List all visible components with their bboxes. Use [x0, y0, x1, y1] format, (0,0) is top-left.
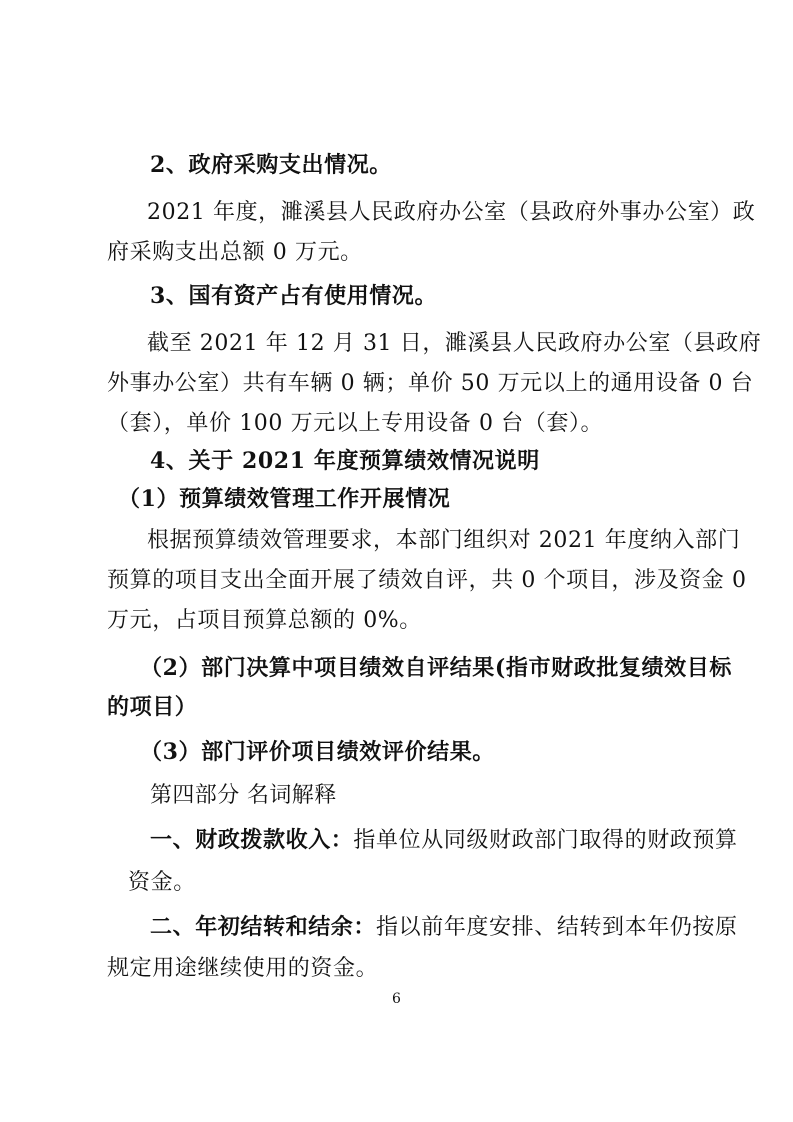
page-number: 6 [392, 991, 401, 1007]
section-3-heading: 3、国有资产占有使用情况。 [150, 283, 438, 309]
section-3-line-2: 外事办公室）共有车辆 0 辆；单价 50 万元以上的通用设备 0 台 [107, 371, 754, 396]
section-4-1-heading: （1）预算绩效管理工作开展情况 [118, 486, 451, 512]
term-1-label: 一、财政拨款收入： [150, 827, 354, 853]
section-4-2-line-1: （2）部门决算中项目绩效自评结果(指市财政批复绩效目标 [140, 655, 732, 681]
term-2-text: 指以前年度安排、结转到本年仍按原 [376, 915, 738, 940]
term-2-continuation: 规定用途继续使用的资金。 [107, 956, 379, 981]
section-2-heading: 2、政府采购支出情况。 [150, 152, 392, 178]
term-1-continuation: 资金。 [128, 870, 196, 895]
section-4-heading: 4、关于 2021 年度预算绩效情况说明 [150, 448, 540, 474]
term-2 [150, 912, 738, 943]
part-4-heading: 第四部分 名词解释 [150, 783, 337, 808]
term-1-text: 指单位从同级财政部门取得的财政预算 [353, 828, 738, 853]
section-2-line-2: 府采购支出总额 0 万元。 [107, 240, 363, 265]
section-4-1-line-1: 根据预算绩效管理要求，本部门组织对 2021 年度纳入部门 [147, 528, 741, 553]
section-3-line-3: （套），单价 100 万元以上专用设备 0 台（套）。 [107, 411, 604, 436]
section-3-line-1: 截至 2021 年 12 月 31 日，濉溪县人民政府办公室（县政府 [147, 331, 762, 356]
section-2-line-1: 2021 年度，濉溪县人民政府办公室（县政府外事办公室）政 [147, 200, 756, 225]
section-4-1-line-3: 万元，占项目预算总额的 0%。 [107, 608, 422, 633]
section-4-2-line-2: 的项目） [107, 694, 198, 720]
term-2-label: 二、年初结转和结余： [150, 914, 377, 940]
term-1 [150, 825, 738, 856]
section-4-1-line-2: 预算的项目支出全面开展了绩效自评，共 0 个项目，涉及资金 0 [107, 568, 747, 593]
section-4-3-heading: （3）部门评价项目绩效评价结果。 [140, 739, 495, 765]
